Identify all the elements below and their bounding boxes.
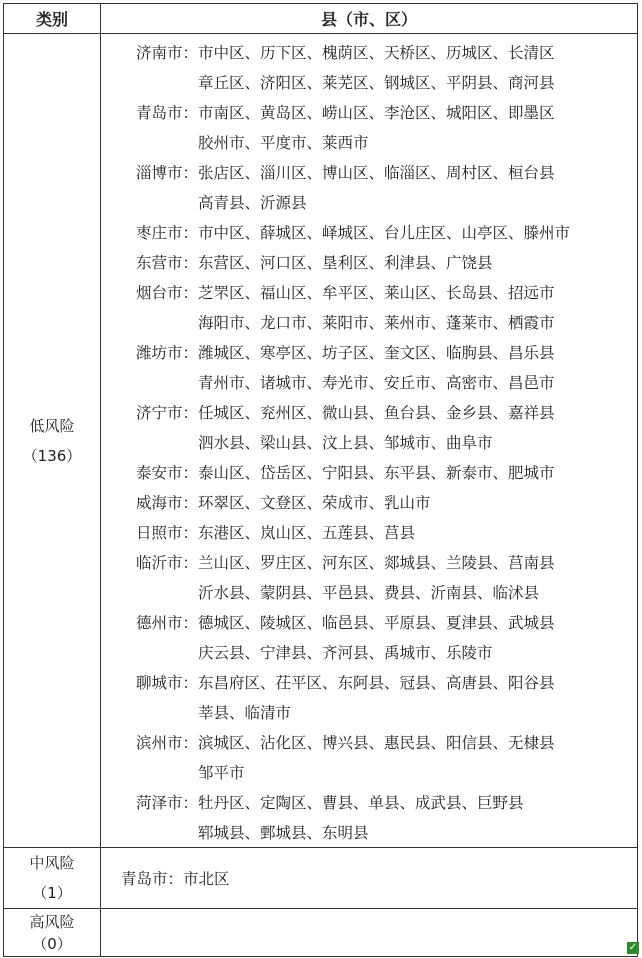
medium-risk-label: 中风险 <box>29 854 75 872</box>
city-row <box>101 127 637 157</box>
low-risk-category <box>4 34 101 848</box>
city-row <box>101 427 637 457</box>
check-icon: ✓ <box>628 942 638 953</box>
city-row <box>101 187 637 217</box>
low-risk-counties <box>101 34 638 848</box>
city-name: 济宁市： <box>135 404 198 422</box>
high-risk-counties <box>101 909 638 957</box>
city-name: 临沂市： <box>135 554 198 572</box>
city-row <box>101 817 637 847</box>
county-list: 泗水县、梁山县、汶上县、邹城市、曲阜市 <box>198 434 493 452</box>
city-row <box>101 637 637 667</box>
county-list: 章丘区、济阳区、莱芜区、钢城区、平阴县、商河县 <box>198 74 555 92</box>
city-row <box>101 217 637 247</box>
county-list: 青州市、诸城市、寿光市、安丘市、高密市、昌邑市 <box>198 374 555 392</box>
medium-risk-row <box>4 848 638 909</box>
city-row <box>101 247 637 277</box>
county-list: 东港区、岚山区、五莲县、莒县 <box>198 524 416 542</box>
city-name: 淄博市： <box>135 164 198 182</box>
medium-county-list: 市北区 <box>183 870 230 888</box>
city-row <box>101 787 637 817</box>
county-list: 庆云县、宁津县、齐河县、禹城市、乐陵市 <box>198 644 493 662</box>
city-row <box>101 697 637 727</box>
low-risk-list <box>101 34 637 847</box>
county-list: 潍城区、寒亭区、坊子区、奎文区、临朐县、昌乐县 <box>198 344 555 362</box>
city-row <box>101 667 637 697</box>
medium-city-name: 青岛市： <box>120 870 183 888</box>
high-risk-count: （0） <box>32 934 72 953</box>
county-list: 沂水县、蒙阴县、平邑县、费县、沂南县、临沭县 <box>198 584 540 602</box>
county-list: 东昌府区、茌平区、东阿县、冠县、高唐县、阳谷县 <box>198 674 555 692</box>
city-row <box>101 307 637 337</box>
county-list: 芝罘区、福山区、牟平区、莱山区、长岛县、招远市 <box>198 284 555 302</box>
city-name: 滨州市： <box>135 734 198 752</box>
city-name: 潍坊市： <box>135 344 198 362</box>
city-row <box>101 67 637 97</box>
low-risk-label: 低风险 <box>29 416 75 435</box>
city-row <box>101 157 637 187</box>
header-row <box>4 4 638 34</box>
header-category: 类别 <box>4 4 101 34</box>
county-list: 郓城县、鄄城县、东明县 <box>198 824 369 842</box>
city-name: 东营市： <box>135 254 198 272</box>
low-risk-count: （136） <box>22 446 82 465</box>
city-row <box>101 607 637 637</box>
city-row <box>101 577 637 607</box>
city-name: 烟台市： <box>135 284 198 302</box>
county-list: 滨城区、沾化区、博兴县、惠民县、阳信县、无棣县 <box>198 734 555 752</box>
city-row <box>101 337 637 367</box>
city-name: 日照市： <box>135 524 198 542</box>
medium-risk-count: （1） <box>32 884 72 902</box>
county-list: 张店区、淄川区、博山区、临淄区、周村区、桓台县 <box>198 164 555 182</box>
city-name: 青岛市： <box>135 104 198 122</box>
high-risk-row <box>4 909 638 957</box>
risk-table <box>3 3 638 957</box>
city-name: 枣庄市： <box>135 224 198 242</box>
city-row <box>101 547 637 577</box>
city-name: 泰安市： <box>135 464 198 482</box>
county-list: 邹平市 <box>198 764 245 782</box>
medium-risk-city-row <box>101 863 637 893</box>
county-list: 市中区、历下区、槐荫区、天桥区、历城区、长清区 <box>198 44 555 62</box>
city-row <box>101 727 637 757</box>
medium-risk-counties <box>101 848 638 909</box>
county-list: 莘县、临清市 <box>198 704 292 722</box>
city-row <box>101 367 637 397</box>
county-list: 德城区、陵城区、临邑县、平原县、夏津县、武城县 <box>198 614 555 632</box>
city-row <box>101 487 637 517</box>
city-name: 济南市： <box>135 44 198 62</box>
high-risk-label: 高风险 <box>29 912 75 931</box>
city-row <box>101 397 637 427</box>
medium-risk-category <box>4 848 101 909</box>
high-risk-category <box>4 909 101 957</box>
city-name: 聊城市： <box>135 674 198 692</box>
city-name: 德州市： <box>135 614 198 632</box>
county-list: 海阳市、龙口市、莱阳市、莱州市、蓬莱市、栖霞市 <box>198 314 555 332</box>
county-list: 东营区、河口区、垦利区、利津县、广饶县 <box>198 254 493 272</box>
city-row <box>101 517 637 547</box>
low-risk-row <box>4 34 638 848</box>
city-row <box>101 457 637 487</box>
city-row <box>101 757 637 787</box>
county-list: 高青县、沂源县 <box>198 194 307 212</box>
header-counties: 县（市、区） <box>101 4 638 34</box>
county-list: 兰山区、罗庄区、河东区、郯城县、兰陵县、莒南县 <box>198 554 555 572</box>
city-row <box>101 37 637 67</box>
county-list: 市南区、黄岛区、崂山区、李沧区、城阳区、即墨区 <box>198 104 555 122</box>
city-row <box>101 97 637 127</box>
county-list: 牡丹区、定陶区、曹县、单县、成武县、巨野县 <box>198 794 524 812</box>
county-list: 市中区、薛城区、峄城区、台儿庄区、山亭区、滕州市 <box>198 224 571 242</box>
county-list: 环翠区、文登区、荣成市、乳山市 <box>198 494 431 512</box>
county-list: 泰山区、岱岳区、宁阳县、东平县、新泰市、肥城市 <box>198 464 555 482</box>
county-list: 胶州市、平度市、莱西市 <box>198 134 369 152</box>
county-list: 任城区、兖州区、微山县、鱼台县、金乡县、嘉祥县 <box>198 404 555 422</box>
city-row <box>101 277 637 307</box>
city-name: 威海市： <box>135 494 198 512</box>
city-name: 菏泽市： <box>135 794 198 812</box>
